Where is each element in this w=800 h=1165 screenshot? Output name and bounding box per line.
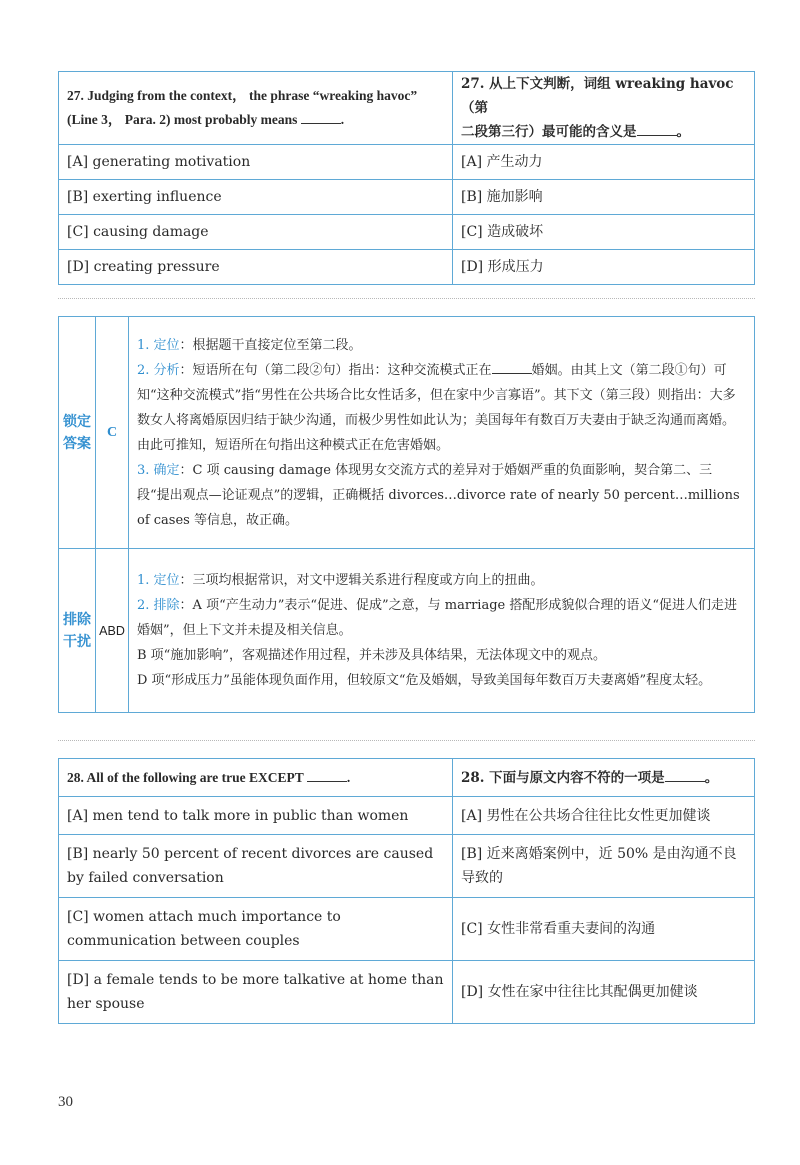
exclude-distractor-row: [59, 549, 755, 713]
option-row: [59, 898, 755, 961]
answer-blank: [665, 767, 705, 782]
correct-answer-letter: C: [96, 317, 129, 549]
option-en: [D] creating pressure: [59, 250, 453, 285]
option-row: [59, 145, 755, 180]
answer-blank: [307, 767, 347, 782]
lock-answer-explanation: 1. 定位：根据题干直接定位至第二段。 2. 分析：短语所在句（第二段②句）指出：这种交流模式正在 婚姻。由其上文（第二段①句）可知“这种交流模式”指“男性在公共场合比女性话多，但在家中少言寡语”。其下文（第三段）则指出：大多数女人将离婚原因归结于缺少沟通，而极少男性如此认为；美国每年有数百万夫妻由于缺乏沟通而离婚。由此可推知，短语所在句指出这种模式正在危害婚姻。 3. 确定：C 项 causing damage 体现男女交流方式的差异对于婚姻严重的负面影响，契合第二、三段“提出观点—论证观点”的逻辑，正确概括 divorces…divorce rate of nearly 50 percent…millions of cases 等信息，故正确。: [129, 317, 755, 549]
lock-answer-tag: 锁定 答案: [59, 317, 96, 549]
lock-answer-row: [59, 317, 755, 549]
exclude-distractor-tag: 排除 干扰: [59, 549, 96, 713]
option-row: [59, 215, 755, 250]
option-cn: [A] 男性在公共场合往往比女性更加健谈: [453, 797, 755, 835]
option-cn: [A] 产生动力: [453, 145, 755, 180]
option-cn: [C] 女性非常看重夫妻间的沟通: [453, 898, 755, 961]
question-27-stem-cn: 27. 从上下文判断，词组 wreaking havoc（第 二段第三行）最可能的含义是 。: [453, 72, 755, 145]
option-cn: [D] 女性在家中往往比其配偶更加健谈: [453, 961, 755, 1024]
option-row: [59, 180, 755, 215]
option-cn: [B] 施加影响: [453, 180, 755, 215]
option-row: [59, 797, 755, 835]
option-row: [59, 835, 755, 898]
answer-blank: [301, 109, 341, 124]
option-en: [B] nearly 50 percent of recent divorces are caused by failed conversation: [59, 835, 453, 898]
option-en: [C] women attach much importance to communication between couples: [59, 898, 453, 961]
analysis-table: [58, 316, 755, 713]
option-en: [D] a female tends to be more talkative at home than her spouse: [59, 961, 453, 1024]
option-en: [B] exerting influence: [59, 180, 453, 215]
option-en: [A] generating motivation: [59, 145, 453, 180]
option-row: [59, 250, 755, 285]
page-number: 30: [58, 1094, 73, 1110]
dotted-divider: [58, 298, 755, 299]
exclude-distractor-explanation: 1. 定位：三项均根据常识，对文中逻辑关系进行程度或方向上的扭曲。 2. 排除：A 项“产生动力”表示“促进、促成”之意，与 marriage 搭配形成貌似合理的语义“促进人们走进婚姻”，但上下文并未提及相关信息。 B 项“施加影响”，客观描述作用过程，并未涉及具体结果，无法体现文中的观点。 D 项“形成压力”虽能体现负面作用，但较原文“危及婚姻，导致美国每年数百万夫妻离婚”程度太轻。: [129, 549, 755, 713]
distractor-letters: ABD: [96, 549, 129, 713]
option-en: [A] men tend to talk more in public than women: [59, 797, 453, 835]
question-28-stem-cn: 28. 下面与原文内容不符的一项是 。: [453, 759, 755, 797]
option-cn: [C] 造成破坏: [453, 215, 755, 250]
question-28-table: [58, 758, 755, 1024]
option-en: [C] causing damage: [59, 215, 453, 250]
option-row: [59, 961, 755, 1024]
option-cn: [D] 形成压力: [453, 250, 755, 285]
question-27-table: [58, 71, 755, 285]
answer-blank: [637, 121, 677, 136]
question-28-stem-en: 28. All of the following are true EXCEPT .: [59, 759, 453, 797]
dotted-divider: [58, 740, 755, 741]
option-cn: [B] 近来离婚案例中，近 50% 是由沟通不良导致的: [453, 835, 755, 898]
question-27-stem-en: 27. Judging from the context， the phrase “wreaking havoc” (Line 3， Para. 2) most probably means .: [59, 72, 453, 145]
answer-blank: [492, 359, 532, 374]
